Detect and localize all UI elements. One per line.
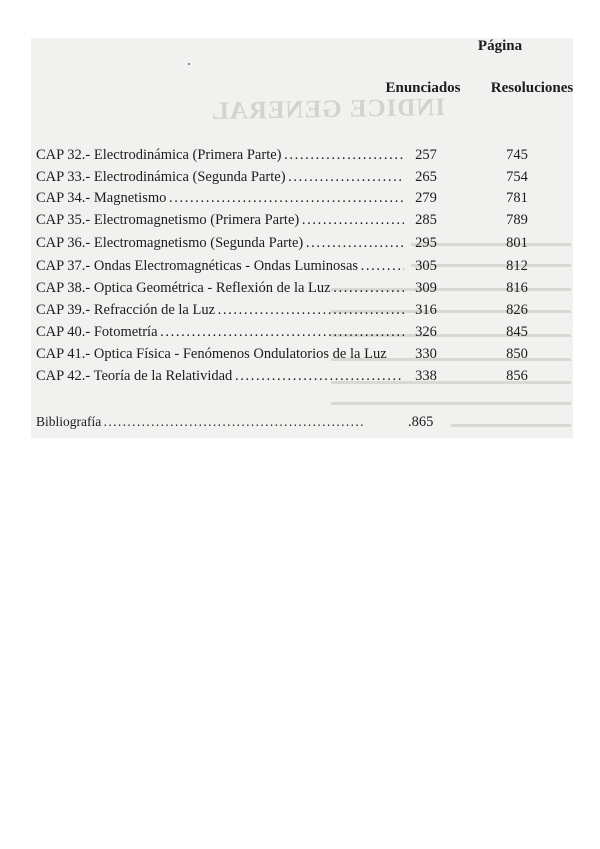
statements-page-number: 295 xyxy=(415,235,437,251)
solutions-page-number: 754 xyxy=(506,169,528,185)
solutions-page-number: 745 xyxy=(506,147,528,163)
solutions-page-number: 812 xyxy=(506,258,528,274)
solutions-page-number: 781 xyxy=(506,190,528,206)
chapter-title: CAP 36.- Electromagnetismo (Segunda Parte) . . . xyxy=(36,233,404,253)
chapter-title: CAP 35.- Electromagnetismo (Primera Parte) . . . xyxy=(36,210,404,230)
bleed-through-line xyxy=(451,424,571,427)
chapter-title: CAP 40.- Fotometría . . . xyxy=(36,322,404,342)
solutions-page-number: 845 xyxy=(506,324,528,340)
bleed-through-line xyxy=(331,402,571,405)
solutions-page-number: 789 xyxy=(506,212,528,228)
scan-speck xyxy=(188,63,190,65)
statements-page-number: 338 xyxy=(415,368,437,384)
chapter-title: CAP 38.- Optica Geométrica - Reflexión de la Luz . . . xyxy=(36,278,404,298)
chapter-title: CAP 42.- Teoría de la Relatividad . . . xyxy=(36,366,404,386)
bibliography-page-number: .865 xyxy=(408,414,434,430)
solutions-page-number: 801 xyxy=(506,235,528,251)
statements-column-heading: Enunciados xyxy=(385,80,461,96)
statements-page-number: 330 xyxy=(415,346,437,362)
solutions-page-number: 850 xyxy=(506,346,528,362)
bleed-through-heading: INDICE GENERAL xyxy=(210,93,446,126)
chapter-title: CAP 32.- Electrodinámica (Primera Parte) . . . xyxy=(36,145,404,165)
solutions-column-heading: Resoluciones xyxy=(490,80,573,96)
statements-page-number: 309 xyxy=(415,280,437,296)
solutions-page-number: 826 xyxy=(506,302,528,318)
chapter-title: CAP 34.- Magnetismo . . . xyxy=(36,188,404,208)
chapter-title: CAP 41.- Optica Física - Fenómenos Ondulatorios de la Luz xyxy=(36,346,387,362)
chapter-title: CAP 33.- Electrodinámica (Segunda Parte) . . . xyxy=(36,167,404,187)
chapter-title: CAP 39.- Refracción de la Luz . . . xyxy=(36,300,404,320)
statements-page-number: 316 xyxy=(415,302,437,318)
statements-page-number: 305 xyxy=(415,258,437,274)
page-column-heading: Página xyxy=(477,38,523,54)
statements-page-number: 265 xyxy=(415,169,437,185)
statements-page-number: 279 xyxy=(415,190,437,206)
solutions-page-number: 856 xyxy=(506,368,528,384)
statements-page-number: 285 xyxy=(415,212,437,228)
bibliography-title: Bibliografía . . . xyxy=(36,412,408,432)
statements-page-number: 257 xyxy=(415,147,437,163)
chapter-title: CAP 37.- Ondas Electromagnéticas - Ondas Luminosas . . . xyxy=(36,256,404,276)
scanned-page xyxy=(31,38,573,438)
statements-page-number: 326 xyxy=(415,324,437,340)
solutions-page-number: 816 xyxy=(506,280,528,296)
